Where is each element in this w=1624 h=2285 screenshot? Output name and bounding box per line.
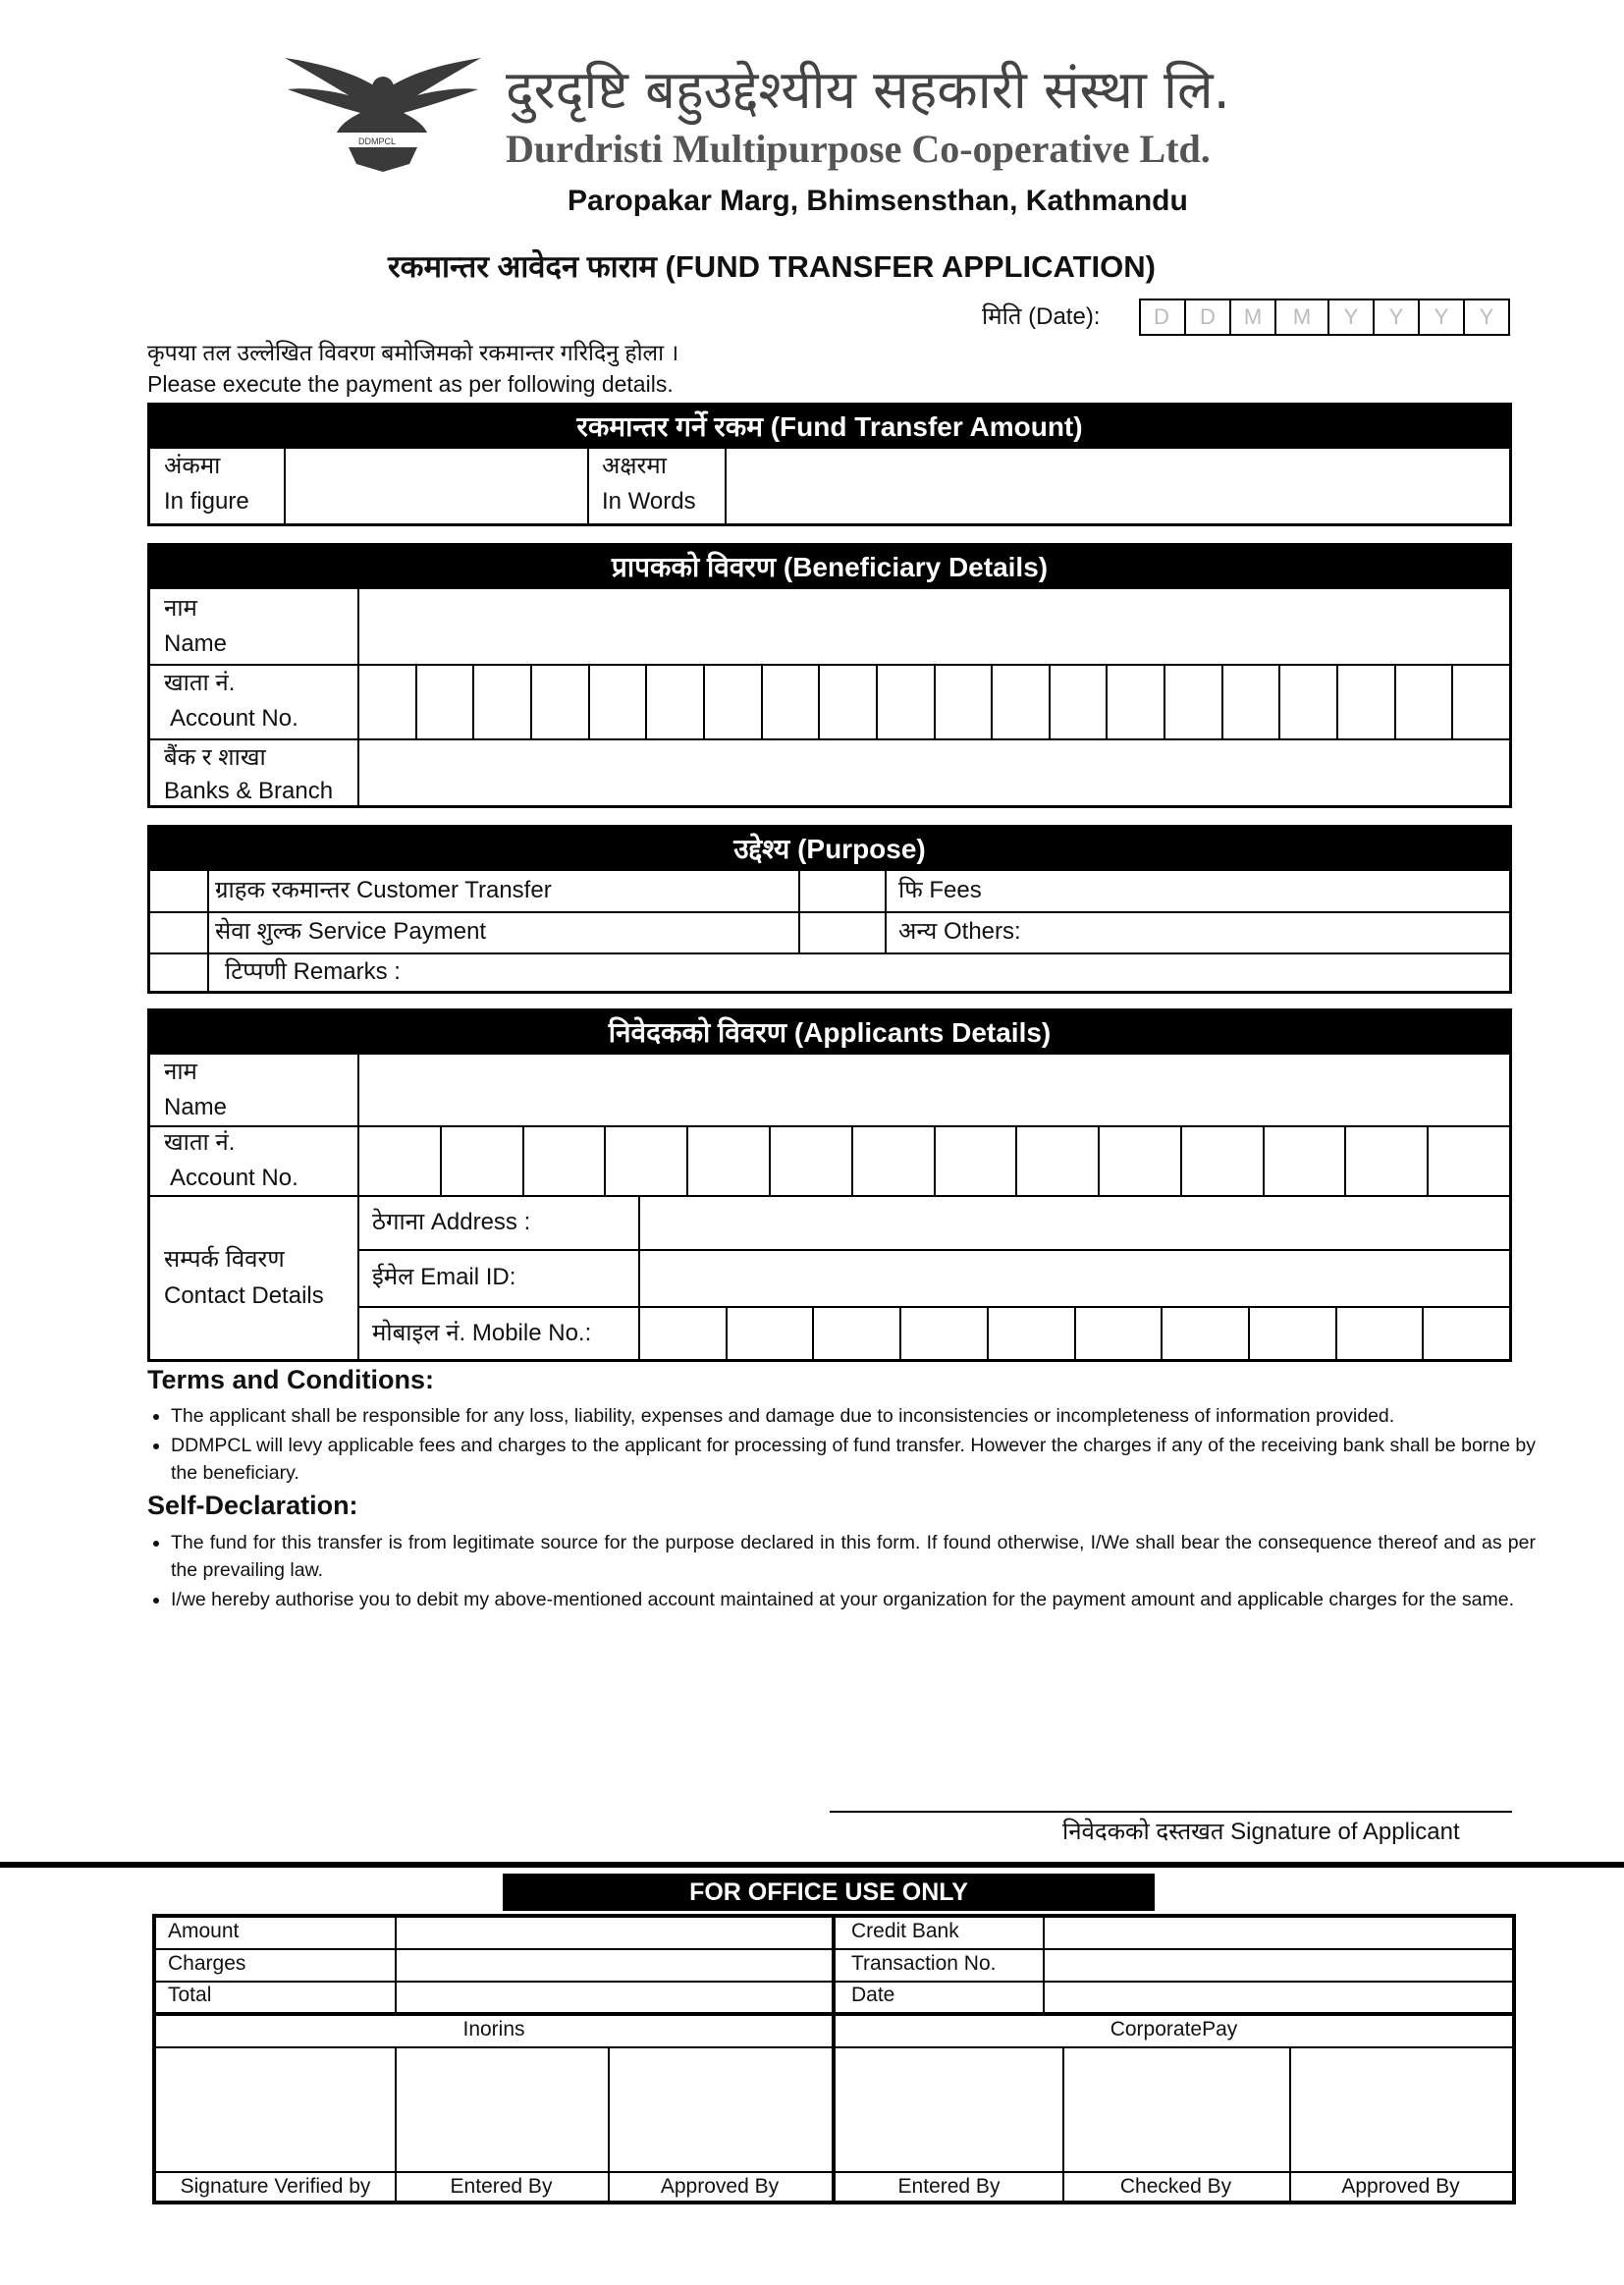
digit-cell-divider (1248, 1308, 1250, 1359)
ben-account-digits[interactable] (357, 666, 1509, 738)
digit-cell-divider (1278, 666, 1280, 738)
digit-cell-divider (991, 666, 993, 738)
org-name-en: Durdristi Multipurpose Co-operative Ltd. (506, 127, 1211, 171)
digit-cell-divider (899, 1308, 901, 1359)
in-figure-label-en: In figure (164, 488, 249, 515)
digit-cell-divider (440, 1127, 442, 1195)
address-input[interactable] (643, 1197, 1507, 1248)
digit-cell-divider (1394, 666, 1396, 738)
date-digit-cell[interactable]: Y (1418, 300, 1463, 336)
digit-cell-divider (1427, 1127, 1429, 1195)
date-label: मिति (Date): (982, 303, 1101, 330)
digit-cell-divider (1451, 666, 1453, 738)
email-label: ईमेल Email ID: (372, 1264, 516, 1290)
others-label: अन्य Others: (898, 918, 1021, 945)
office-credit-bank-input[interactable] (1046, 1918, 1511, 1948)
others-checkbox[interactable] (800, 913, 885, 952)
digit-cell-divider (645, 666, 647, 738)
digit-cell-divider (934, 1127, 936, 1195)
office-amount-input[interactable] (398, 1918, 830, 1948)
digit-cell-divider (703, 666, 705, 738)
app-name-label-en: Name (164, 1094, 228, 1120)
in-words-input[interactable] (730, 451, 1505, 521)
digit-cell-divider (934, 666, 936, 738)
digit-cell-divider (1344, 1127, 1346, 1195)
date-digit-cell[interactable]: D (1184, 300, 1229, 336)
approved-by-1-box[interactable] (610, 2048, 832, 2171)
digit-cell-divider (876, 666, 878, 738)
terms-item: • DDMPCL will levy applicable fees and charges to the applicant for processing of fund transfer. However the charges if any of the receiving bank shall be borne by the beneficiary. (171, 1432, 1536, 1487)
digit-cell-divider (726, 1308, 728, 1359)
digit-cell-divider (1180, 1127, 1182, 1195)
digit-cell-divider (1049, 666, 1051, 738)
beneficiary-section (147, 543, 1512, 808)
entered-by-1-box[interactable] (397, 2048, 608, 2171)
contact-label-np: सम्पर्क विवरण (164, 1246, 285, 1273)
date-digit-cell[interactable]: M (1274, 300, 1327, 336)
digit-cell-divider (818, 666, 820, 738)
service-payment-checkbox[interactable] (150, 913, 207, 952)
terms-list (145, 1402, 1536, 1489)
app-account-digits[interactable] (357, 1127, 1509, 1195)
declaration-item: • The fund for this transfer is from legitimate source for the purpose declared in this form. If found otherwise, I/We shall bear the consequence thereof and as per the prevailing law. (171, 1529, 1536, 1584)
office-amount-label: Amount (168, 1920, 240, 1942)
terms-item: • The applicant shall be responsible for any loss, liability, expenses and damage due to inconsistencies or incompleteness of information provided. (171, 1402, 1536, 1430)
mobile-label: मोबाइल नं. Mobile No.: (372, 1320, 592, 1346)
terms-title: Terms and Conditions: (147, 1365, 435, 1394)
approved-by-1-label: Approved By (660, 2175, 780, 2198)
digit-cell-divider (415, 666, 417, 738)
digit-cell-divider (1164, 666, 1165, 738)
checked-by-label: Checked By (1119, 2175, 1232, 2198)
entered-by-2-box[interactable] (836, 2048, 1062, 2171)
digit-cell-divider (1015, 1127, 1017, 1195)
amount-title: रकमान्तर गर्ने रकम (Fund Transfer Amount) (150, 406, 1509, 449)
purpose-title: उद्देश्य (Purpose) (150, 828, 1509, 871)
signature-label: निवेदकको दस्तखत Signature of Applicant (1062, 1819, 1460, 1845)
declaration-item: • I/we hereby authorise you to debit my above-mentioned account maintained at your organization for the payment amount and applicable charges for the same. (171, 1586, 1536, 1613)
declaration-list (145, 1529, 1536, 1615)
in-figure-input[interactable] (288, 451, 582, 521)
service-payment-label: सेवा शुल्क Service Payment (215, 918, 487, 945)
digit-cell-divider (987, 1308, 989, 1359)
amount-section (147, 403, 1512, 526)
fees-label: फि Fees (898, 877, 982, 903)
ben-account-label-np: खाता नं. (164, 670, 236, 696)
office-transaction-no-label: Transaction No. (851, 1952, 997, 1975)
app-name-label-np: नाम (164, 1059, 197, 1085)
digit-cell-divider (1074, 1308, 1076, 1359)
digit-cell-divider (588, 666, 590, 738)
ben-bank-label-np: बैंक र शाखा (164, 744, 266, 771)
approved-by-2-box[interactable] (1291, 2048, 1512, 2171)
date-digit-cell[interactable]: D (1154, 304, 1169, 329)
purpose-section (147, 825, 1512, 994)
office-date-label: Date (851, 1984, 895, 2006)
digit-cell-divider (530, 666, 532, 738)
beneficiary-title: प्रापकको विवरण (Beneficiary Details) (150, 546, 1509, 589)
digit-cell-divider (851, 1127, 853, 1195)
office-title: FOR OFFICE USE ONLY (503, 1874, 1155, 1911)
declaration-title: Self-Declaration: (147, 1491, 358, 1520)
app-name-input[interactable] (362, 1057, 1506, 1123)
customer-transfer-checkbox[interactable] (150, 871, 207, 911)
customer-transfer-label: ग्राहक रकमान्तर Customer Transfer (215, 877, 552, 903)
fees-checkbox[interactable] (800, 871, 885, 911)
digit-cell-divider (1422, 1308, 1424, 1359)
entered-by-1-label: Entered By (450, 2175, 553, 2198)
mobile-digits[interactable] (638, 1308, 1509, 1359)
approved-by-2-label: Approved By (1341, 2175, 1460, 2198)
sig-verified-box[interactable] (156, 2048, 395, 2171)
in-figure-label-np: अंकमा (164, 453, 221, 479)
eagle-logo-icon (280, 54, 486, 177)
digit-cell-divider (1161, 1308, 1163, 1359)
digit-cell-divider (1106, 666, 1108, 738)
digit-cell-divider (1336, 666, 1338, 738)
intro-np: कृपया तल उल्लेखित विवरण बमोजिमको रकमान्तर गरिदिनु होला । (147, 340, 679, 365)
date-digit-cell[interactable]: Y (1327, 300, 1373, 336)
digit-cell-divider (812, 1308, 814, 1359)
office-total-input[interactable] (398, 1983, 830, 2012)
digit-cell-divider (686, 1127, 688, 1195)
ben-account-label-en: Account No. (170, 705, 298, 732)
office-divider (0, 1862, 1624, 1868)
form-title: रकमान्तर आवेदन फाराम (FUND TRANSFER APPLICATION) (388, 249, 1156, 284)
date-field[interactable] (1139, 299, 1510, 336)
digit-cell-divider (472, 666, 474, 738)
checked-by-box[interactable] (1064, 2048, 1289, 2171)
ben-name-label-en: Name (164, 630, 228, 657)
signature-line[interactable] (830, 1811, 1512, 1813)
address-label: ठेगाना Address : (372, 1209, 531, 1235)
office-charges-label: Charges (168, 1952, 246, 1975)
ben-name-input[interactable] (362, 591, 1506, 662)
sig-verified-label: Signature Verified by (180, 2175, 371, 2198)
digit-cell-divider (761, 666, 763, 738)
office-date-input[interactable] (1046, 1983, 1511, 2012)
date-digit-cell[interactable]: Y (1463, 300, 1508, 336)
office-charges-input[interactable] (398, 1950, 830, 1981)
remarks-checkbox[interactable] (150, 954, 207, 991)
digit-cell-divider (604, 1127, 606, 1195)
office-transaction-no-input[interactable] (1046, 1950, 1511, 1981)
digit-cell-divider (1098, 1127, 1100, 1195)
date-digit-cell[interactable]: Y (1373, 300, 1418, 336)
logo-text: DDMPCL (358, 136, 397, 146)
office-table (152, 1914, 1516, 2204)
org-name-np: दुरदृष्टि बहुउद्देश्यीय सहकारी संस्था लि. (506, 59, 1230, 121)
digit-cell-divider (522, 1127, 524, 1195)
entered-by-2-label: Entered By (897, 2175, 1001, 2198)
app-account-label-en: Account No. (170, 1165, 298, 1191)
ben-bank-input[interactable] (362, 740, 1506, 803)
date-digit-cell[interactable]: M (1229, 300, 1274, 336)
email-input[interactable] (643, 1251, 1507, 1305)
contact-label-en: Contact Details (164, 1282, 324, 1309)
remarks-label: टिप्पणी Remarks : (225, 958, 401, 985)
applicant-title: निवेदकको विवरण (Applicants Details) (150, 1011, 1509, 1055)
digit-cell-divider (1221, 666, 1223, 738)
app-account-label-np: खाता नं. (164, 1129, 236, 1156)
org-address: Paropakar Marg, Bhimsensthan, Kathmandu (568, 185, 1188, 217)
corporatepay-header: CorporatePay (1110, 2018, 1238, 2040)
applicant-section (147, 1008, 1512, 1362)
ben-name-label-np: नाम (164, 595, 197, 622)
in-words-label-en: In Words (602, 488, 696, 515)
in-words-label-np: अक्षरमा (602, 453, 667, 479)
inorins-header: Inorins (462, 2018, 525, 2040)
office-total-label: Total (168, 1984, 212, 2006)
ben-bank-label-en: Banks & Branch (164, 778, 334, 804)
digit-cell-divider (1335, 1308, 1337, 1359)
digit-cell-divider (1263, 1127, 1265, 1195)
digit-cell-divider (769, 1127, 771, 1195)
intro-en: Please execute the payment as per following details. (147, 371, 674, 397)
office-credit-bank-label: Credit Bank (851, 1920, 959, 1942)
